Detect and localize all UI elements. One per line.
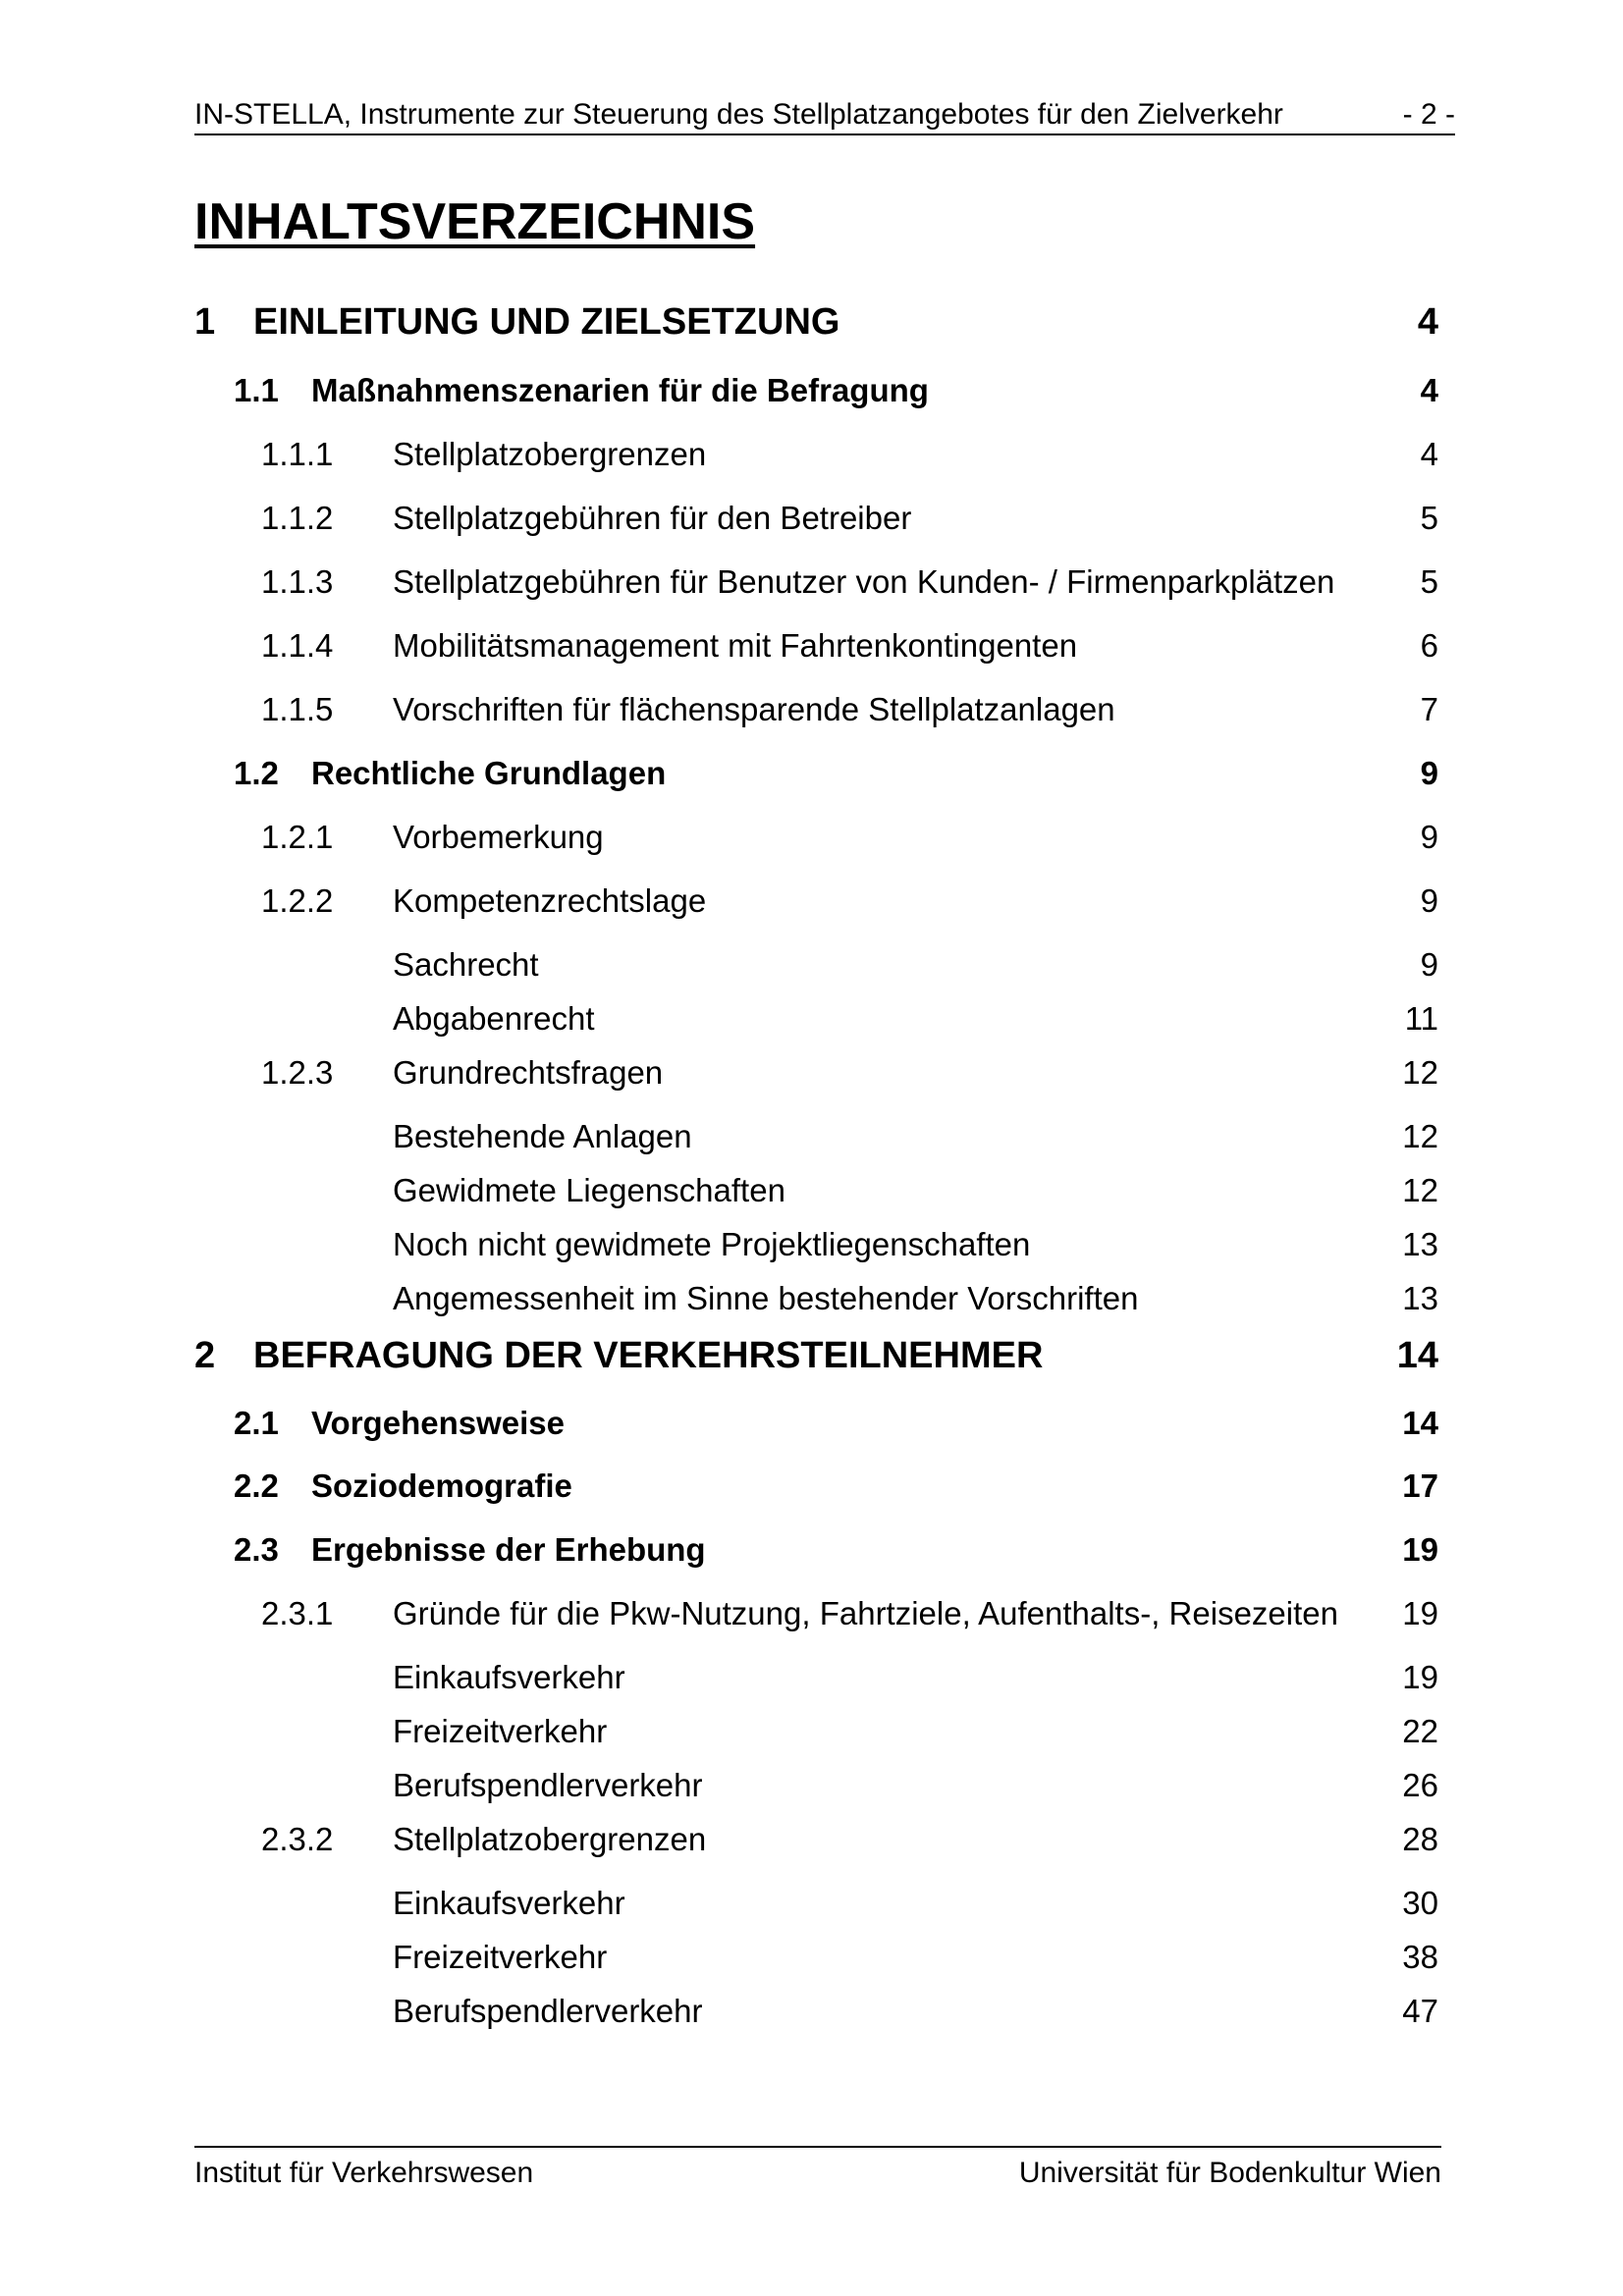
toc-entry-page: 4 (1420, 372, 1438, 408)
toc-entry-page: 7 (1420, 691, 1438, 727)
toc-entry-title: Kompetenzrechtslage (393, 882, 707, 919)
toc-entry-number: 2.3.1 (261, 1595, 334, 1631)
toc-entry-page: 17 (1402, 1468, 1438, 1504)
toc-entry-page: 19 (1402, 1531, 1438, 1568)
toc-entry-page: 19 (1402, 1595, 1438, 1631)
toc-entry-title: Einkaufsverkehr (393, 1659, 625, 1695)
toc-title: INHALTSVERZEICHNIS (194, 193, 756, 250)
toc-entry-page: 9 (1420, 882, 1438, 919)
toc-entry-number: 2.1 (234, 1405, 279, 1441)
toc-entry-number: 1.2 (234, 755, 279, 791)
toc-entry-page: 12 (1402, 1118, 1438, 1154)
toc-entry-title: Stellplatzobergrenzen (393, 1821, 707, 1857)
toc-entry-title: Abgabenrecht (393, 1000, 595, 1037)
toc-entry-page: 30 (1402, 1885, 1438, 1921)
toc-entry-page: 12 (1402, 1172, 1438, 1208)
toc-entry-title: Stellplatzobergrenzen (393, 436, 707, 472)
toc-entry-number: 1.1.3 (261, 563, 334, 600)
toc-entry-number: 2 (194, 1335, 216, 1376)
toc-entry-page: 12 (1402, 1054, 1438, 1091)
toc-entry-page: 6 (1420, 627, 1438, 664)
toc-entry-page: 13 (1402, 1280, 1438, 1316)
toc-entry-title: Stellplatzgebühren für den Betreiber (393, 500, 912, 536)
toc-entry-title: Berufspendlerverkehr (393, 1767, 703, 1803)
toc-entry-title: Angemessenheit im Sinne bestehender Vorschriften (393, 1280, 1139, 1316)
toc-entry-page: 13 (1402, 1226, 1438, 1262)
header-title: IN-STELLA, Instrumente zur Steuerung des Stellplatzangebotes für den Zielverkehr (194, 98, 1283, 131)
toc-entry-number: 1.2.2 (261, 882, 334, 919)
toc-entry-title: Freizeitverkehr (393, 1939, 608, 1975)
toc-entry-title: Gewidmete Liegenschaften (393, 1172, 785, 1208)
toc-entry-title: Ergebnisse der Erhebung (311, 1531, 706, 1568)
toc-entry-title: Einkaufsverkehr (393, 1885, 625, 1921)
page-header (194, 96, 1455, 135)
toc-entry-title: Stellplatzgebühren für Benutzer von Kunden- / Firmenparkplätzen (393, 563, 1335, 600)
toc-entry-page: 9 (1420, 819, 1438, 855)
toc-entry-page: 4 (1420, 436, 1438, 472)
toc-entry-title: Vorbemerkung (393, 819, 604, 855)
toc-entry-title: Rechtliche Grundlagen (311, 755, 667, 791)
toc-entry-title: Mobilitätsmanagement mit Fahrtenkontingenten (393, 627, 1078, 664)
toc-entry-number: 1 (194, 301, 216, 343)
toc-entry-title: Freizeitverkehr (393, 1713, 608, 1749)
toc-entry-page: 28 (1402, 1821, 1438, 1857)
toc-entry-title: Vorschriften für flächensparende Stellplatzanlagen (393, 691, 1115, 727)
toc-entry-page: 47 (1402, 1993, 1438, 2029)
toc-entry-page: 9 (1420, 755, 1438, 791)
toc-entry-number: 1.2.3 (261, 1054, 334, 1091)
toc-entry-number: 1.1.4 (261, 627, 334, 664)
toc-entry-page: 9 (1420, 946, 1438, 983)
toc-entry-title: Vorgehensweise (311, 1405, 565, 1441)
toc-entry-title: Soziodemografie (311, 1468, 572, 1504)
toc-entry-page: 19 (1402, 1659, 1438, 1695)
toc-entry-title: Berufspendlerverkehr (393, 1993, 703, 2029)
footer-institute: Institut für Verkehrswesen (194, 2157, 534, 2189)
toc-entry-title: Noch nicht gewidmete Projektliegenschaften (393, 1226, 1031, 1262)
toc-entry-title: EINLEITUNG UND ZIELSETZUNG (253, 301, 840, 343)
toc-entry-title: Bestehende Anlagen (393, 1118, 692, 1154)
toc-entry-title: Gründe für die Pkw-Nutzung, Fahrtziele, Aufenthalts-, Reisezeiten (393, 1595, 1338, 1631)
toc-entry-number: 2.3.2 (261, 1821, 334, 1857)
toc-entry-number: 2.3 (234, 1531, 279, 1568)
toc-entry-page: 14 (1402, 1405, 1438, 1441)
toc-entry-title: BEFRAGUNG DER VERKEHRSTEILNEHMER (253, 1335, 1044, 1376)
toc-entry-title: Sachrecht (393, 946, 539, 983)
toc-entry-page: 5 (1420, 500, 1438, 536)
toc-entry-page: 4 (1417, 301, 1438, 343)
toc-entry-number: 1.1.2 (261, 500, 334, 536)
toc-entry-number: 1.1 (234, 372, 279, 408)
header-page-number: - 2 - (1402, 98, 1455, 131)
toc-entry-page: 26 (1402, 1767, 1438, 1803)
toc-entry-number: 1.1.1 (261, 436, 334, 472)
toc-entry-page: 14 (1396, 1335, 1438, 1376)
toc-entry-page: 38 (1402, 1939, 1438, 1975)
toc-entry-page: 22 (1402, 1713, 1438, 1749)
toc-entry-number: 1.1.5 (261, 691, 334, 727)
toc-entry-number: 2.2 (234, 1468, 279, 1504)
footer-university: Universität für Bodenkultur Wien (1018, 2157, 1441, 2189)
toc-entry-page: 11 (1404, 1000, 1438, 1037)
toc-entry-title: Maßnahmenszenarien für die Befragung (311, 372, 929, 408)
toc-entry-title: Grundrechtsfragen (393, 1054, 664, 1091)
toc-entry-page: 5 (1420, 563, 1438, 600)
page-footer (194, 2146, 1441, 2191)
toc-entry-number: 1.2.1 (261, 819, 334, 855)
